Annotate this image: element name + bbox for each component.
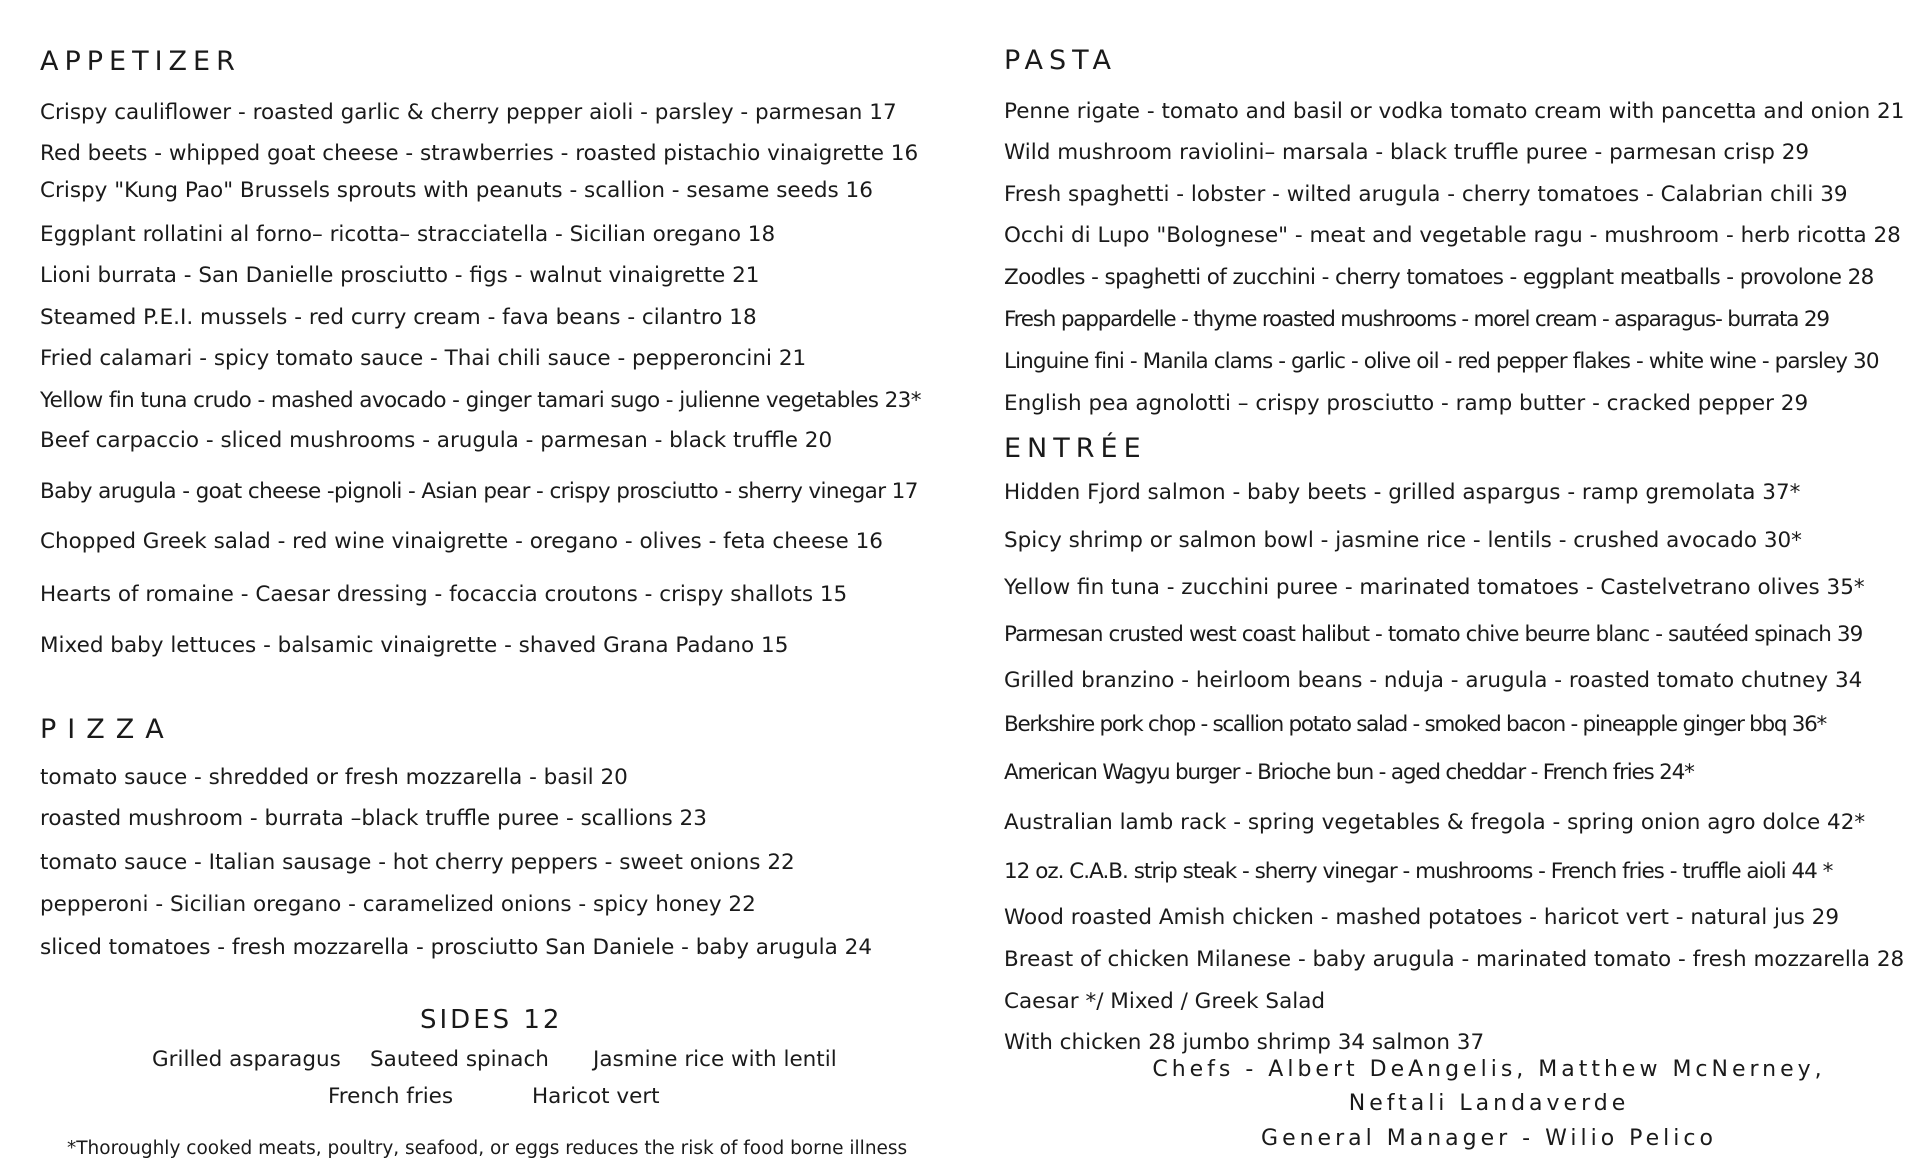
appetizer-item: Fried calamari - spicy tomato sauce - Thai chili sauce - pepperoncini 21: [40, 346, 807, 371]
pasta-item: Fresh pappardelle - thyme roasted mushrooms - morel cream - asparagus- burrata 29: [1004, 307, 1829, 332]
appetizer-item: Crispy "Kung Pao" Brussels sprouts with peanuts - scallion - sesame seeds 16: [40, 178, 873, 203]
entree-item: Australian lamb rack - spring vegetables & fregola - spring onion agro dolce 42*: [1004, 810, 1866, 835]
entree-item: Hidden Fjord salmon - baby beets - grilled aspargus - ramp gremolata 37*: [1004, 480, 1801, 505]
sides-heading: SIDES 12: [420, 1005, 563, 1035]
pizza-item: sliced tomatoes - fresh mozzarella - prosciutto San Daniele - baby arugula 24: [40, 935, 873, 960]
side-item: French fries: [328, 1084, 454, 1109]
entree-item: Spicy shrimp or salmon bowl - jasmine rice - lentils - crushed avocado 30*: [1004, 528, 1802, 553]
pizza-item: pepperoni - Sicilian oregano - caramelized onions - spicy honey 22: [40, 892, 756, 917]
side-item: Sauteed spinach: [370, 1047, 549, 1072]
entree-item: 12 oz. C.A.B. strip steak - sherry vinegar - mushrooms - French fries - truffle aioli 44 *: [1004, 859, 1833, 884]
pasta-item: Fresh spaghetti - lobster - wilted arugula - cherry tomatoes - Calabrian chili 39: [1004, 182, 1848, 207]
appetizer-item: Hearts of romaine - Caesar dressing - focaccia croutons - crispy shallots 15: [40, 582, 848, 607]
side-item: Jasmine rice with lentil: [593, 1047, 837, 1072]
pizza-item: tomato sauce - Italian sausage - hot cherry peppers - sweet onions 22: [40, 850, 795, 875]
appetizer-item: Yellow fin tuna crudo - mashed avocado - ginger tamari sugo - julienne vegetables 23*: [40, 388, 921, 413]
appetizer-item: Lioni burrata - San Danielle prosciutto - figs - walnut vinaigrette 21: [40, 263, 760, 288]
entree-item: Parmesan crusted west coast halibut - tomato chive beurre blanc - sautéed spinach 39: [1004, 622, 1863, 647]
side-item: Haricot vert: [532, 1084, 660, 1109]
pasta-item: English pea agnolotti – crispy prosciutto - ramp butter - cracked pepper 29: [1004, 391, 1809, 416]
side-item: Grilled asparagus: [152, 1047, 341, 1072]
pasta-item: Linguine fini - Manila clams - garlic - olive oil - red pepper flakes - white wine - parsley 30: [1004, 349, 1879, 374]
entree-item: Berkshire pork chop - scallion potato salad - smoked bacon - pineapple ginger bbq 36*: [1004, 712, 1826, 737]
appetizer-item: Red beets - whipped goat cheese - strawberries - roasted pistachio vinaigrette 16: [40, 141, 919, 166]
pasta-item: Penne rigate - tomato and basil or vodka tomato cream with pancetta and onion 21: [1004, 99, 1905, 124]
entree-item: Wood roasted Amish chicken - mashed potatoes - haricot vert - natural jus 29: [1004, 905, 1839, 930]
appetizer-item: Chopped Greek salad - red wine vinaigrette - oregano - olives - feta cheese 16: [40, 529, 883, 554]
pasta-item: Occhi di Lupo "Bolognese" - meat and vegetable ragu - mushroom - herb ricotta 28: [1004, 223, 1901, 248]
entree-item: Grilled branzino - heirloom beans - nduja - arugula - roasted tomato chutney 34: [1004, 668, 1863, 693]
pizza-item: roasted mushroom - burrata –black truffle puree - scallions 23: [40, 806, 707, 831]
entree-item: American Wagyu burger - Brioche bun - aged cheddar - French fries 24*: [1004, 760, 1694, 785]
appetizer-item: Eggplant rollatini al forno– ricotta– stracciatella - Sicilian oregano 18: [40, 222, 776, 247]
pasta-heading: PASTA: [1004, 45, 1118, 76]
pizza-heading: PIZZA: [40, 714, 175, 745]
general-manager-line: General Manager - Wilio Pelico: [1261, 1126, 1717, 1151]
entree-item: Yellow fin tuna - zucchini puree - marinated tomatoes - Castelvetrano olives 35*: [1004, 575, 1865, 600]
pizza-item: tomato sauce - shredded or fresh mozzarella - basil 20: [40, 765, 628, 790]
pasta-item: Wild mushroom raviolini– marsala - black truffle puree - parmesan crisp 29: [1004, 140, 1810, 165]
appetizer-item: Steamed P.E.I. mussels - red curry cream - fava beans - cilantro 18: [40, 305, 757, 330]
appetizer-item: Beef carpaccio - sliced mushrooms - arugula - parmesan - black truffle 20: [40, 428, 833, 453]
appetizer-heading: APPETIZER: [40, 46, 241, 77]
entree-heading: ENTRÉE: [1004, 433, 1147, 464]
appetizer-item: Baby arugula - goat cheese -pignoli - Asian pear - crispy prosciutto - sherry vinegar 17: [40, 479, 918, 504]
entree-item: With chicken 28 jumbo shrimp 34 salmon 37: [1004, 1030, 1485, 1055]
food-safety-disclaimer: *Thoroughly cooked meats, poultry, seafood, or eggs reduces the risk of food borne illness: [67, 1138, 908, 1159]
pasta-item: Zoodles - spaghetti of zucchini - cherry tomatoes - eggplant meatballs - provolone 28: [1004, 265, 1874, 290]
chefs-line: Chefs - Albert DeAngelis, Matthew McNerney,: [1152, 1057, 1826, 1082]
entree-item: Caesar */ Mixed / Greek Salad: [1004, 989, 1326, 1014]
appetizer-item: Crispy cauliflower - roasted garlic & cherry pepper aioli - parsley - parmesan 17: [40, 100, 897, 125]
entree-item: Breast of chicken Milanese - baby arugula - marinated tomato - fresh mozzarella 28: [1004, 947, 1905, 972]
appetizer-item: Mixed baby lettuces - balsamic vinaigrette - shaved Grana Padano 15: [40, 633, 789, 658]
chefs-line: Neftali Landaverde: [1348, 1091, 1630, 1116]
